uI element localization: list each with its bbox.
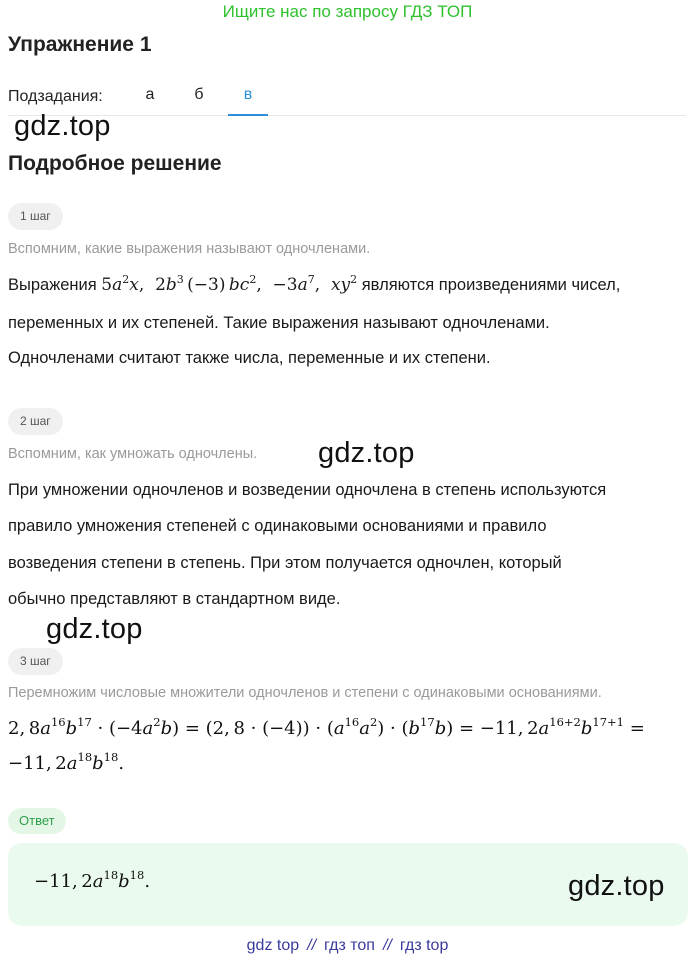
step-2-line-2: правило умножения степеней с одинаковыми основаниями и правило [8, 517, 547, 535]
watermark: gdz.top [318, 437, 415, 469]
search-banner: Ищите нас по запросу ГДЗ ТОП [222, 2, 473, 21]
footer-separator: // [307, 937, 317, 954]
subtask-tab-a[interactable]: а [145, 86, 155, 103]
step-3-hint: Перемножим числовые множители одночленов и степени с одинаковыми основаниями. [8, 685, 602, 701]
step-1-line-1 [8, 275, 620, 295]
subtask-tab-b[interactable]: б [194, 86, 204, 103]
step-2-hint: Вспомним, как умножать одночлены. [8, 446, 258, 462]
step-2-line-1: При умножении одночленов и возведении одночлена в степень используются [8, 481, 607, 499]
step-1-line-1-before: Выражения [8, 276, 97, 294]
answer-box [8, 843, 688, 926]
solution-title: Подробное решение [8, 152, 222, 175]
exercise-title: Упражнение 1 [8, 33, 152, 56]
step-2-line-3: возведения степени в степень. При этом получается одночлен, который [8, 554, 562, 572]
footer-links [0, 937, 695, 955]
step-3-formula-line-2: −11, $2a^{18}b^{18}$. [8, 750, 125, 774]
step-1-line-1-after: являются произведениями чисел, [361, 276, 621, 294]
step-1-badge: 1 шаг [8, 203, 63, 230]
answer-badge: Ответ [8, 808, 66, 834]
step-1-line-2: переменных и их степеней. Такие выражения называют одночленами. [8, 314, 550, 332]
watermark: gdz.top [568, 870, 665, 902]
footer-link-gdz-top-mixed[interactable]: гдз top [399, 937, 449, 954]
monomials-formula: $5a^2x$, $2b^3$ (−3) $bc^2$, $-3a^7$, $xy^2$ [101, 273, 358, 295]
step-1-hint: Вспомним, какие выражения называют одночленами. [8, 241, 371, 257]
step-3-badge: 3 шаг [8, 648, 63, 675]
step-1-line-3: Одночленами считают также числа, переменные и их степени. [8, 349, 491, 367]
footer-link-gdz-top[interactable]: gdz top [246, 937, 300, 954]
step-2-line-4: обычно представляют в стандартном виде. [8, 590, 341, 608]
step-3-formula-line-1: 2, $8a^{16}b^{17} \cdot (-4a^2b) = (2$, $8 \cdot (-4)) \cdot (a^{16}a^2) \cdot (b^{17}b) = -11$, $2a^{16+2}b^{17+1}$ = [8, 715, 645, 739]
footer-separator: // [382, 937, 392, 954]
step-2-badge: 2 шаг [8, 408, 63, 435]
subtasks-label: Подзадания: [8, 88, 103, 105]
answer-formula: −11, $2a^{18}b^{18}$. [34, 868, 151, 892]
footer-link-gdz-top-ru[interactable]: гдз топ [324, 937, 375, 954]
watermark: gdz.top [46, 613, 143, 645]
watermark: gdz.top [14, 110, 111, 142]
subtask-tab-v[interactable]: в [228, 86, 268, 116]
